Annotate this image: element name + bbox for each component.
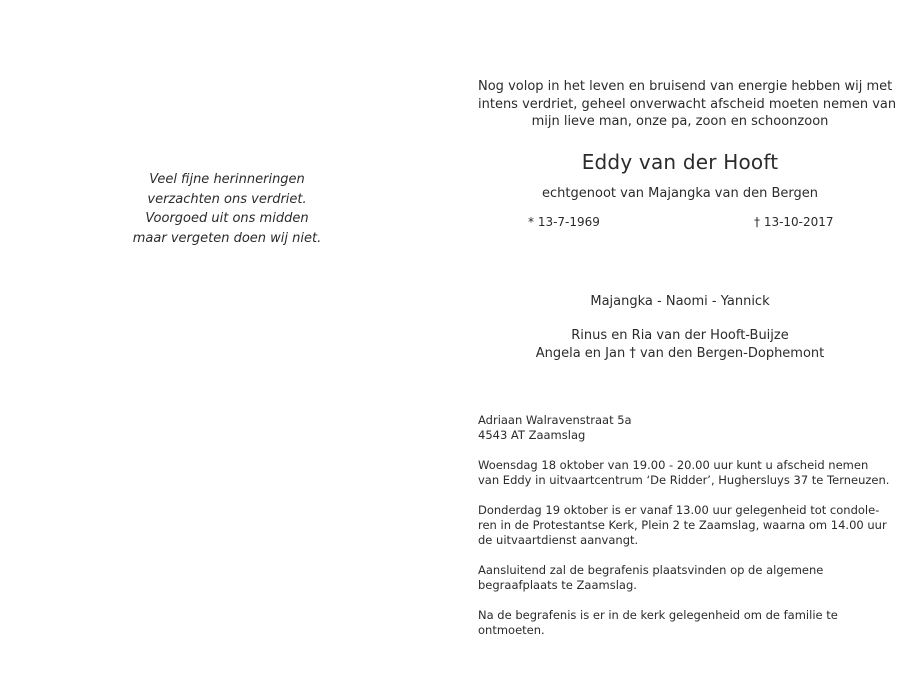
parents-line: Angela en Jan † van den Bergen-Dophemont: [535, 345, 825, 361]
service-line: de uitvaartdienst aanvangt.: [478, 532, 639, 547]
death-date: † 13-10-2017: [754, 214, 834, 229]
life-dates: [478, 215, 882, 233]
farewell-line: Woensdag 18 oktober van 19.00 - 20.00 uur kunt u afscheid nemen: [478, 457, 869, 472]
spouse-line: echtgenoot van Majangka van den Bergen: [542, 185, 818, 201]
intro-line: mijn lieve man, onze pa, zoon en schoonzoon: [531, 114, 829, 129]
intro-line: intens verdriet, geheel onverwacht afscheid moeten nemen van: [478, 96, 897, 112]
address-line: 4543 AT Zaamslag: [478, 427, 586, 442]
burial-paragraph: [478, 563, 882, 593]
service-paragraph: [478, 502, 887, 548]
farewell-line: van Eddy in uitvaartcentrum ‘De Ridder’, Hughersluys 37 te Terneuzen.: [478, 472, 890, 487]
intro-line: Nog volop in het leven en bruisend van energie hebben wij met: [478, 79, 893, 94]
children-names: Majangka - Naomi - Yannick: [590, 293, 770, 309]
afterwards-paragraph: [478, 608, 882, 638]
parents-line: Rinus en Ria van der Hooft-Buijze: [571, 327, 789, 343]
memorial-poem: [128, 170, 326, 248]
intro-text: [478, 78, 897, 131]
deceased-name: Eddy van der Hooft: [581, 149, 779, 174]
poem-line: maar vergeten doen wij niet.: [132, 230, 322, 246]
poem-line: Veel fijne herinneringen: [149, 172, 305, 187]
poem-line: verzachten ons verdriet.: [147, 191, 307, 207]
poem-line: Voorgoed uit ons midden: [145, 211, 309, 226]
address-block: [478, 413, 882, 443]
farewell-paragraph: [478, 457, 890, 488]
birth-date: * 13-7-1969: [528, 214, 600, 229]
afterwards-line: ontmoeten.: [478, 622, 545, 637]
burial-line: Aansluitend zal de begrafenis plaatsvinden op de algemene: [478, 562, 824, 577]
burial-line: begraafplaats te Zaamslag.: [478, 577, 637, 592]
address-line: Adriaan Walravenstraat 5a: [478, 412, 632, 427]
announcement: [478, 78, 897, 653]
afterwards-line: Na de begrafenis is er in de kerk gelegenheid om de familie te: [478, 607, 838, 622]
service-line: Donderdag 19 oktober is er vanaf 13.00 uur gelegenheid tot condole-: [478, 502, 880, 517]
funeral-details: [478, 412, 890, 638]
parents-block: [478, 327, 882, 363]
service-line: ren in de Protestantse Kerk, Plein 2 te Zaamslag, waarna om 14.00 uur: [478, 517, 887, 532]
